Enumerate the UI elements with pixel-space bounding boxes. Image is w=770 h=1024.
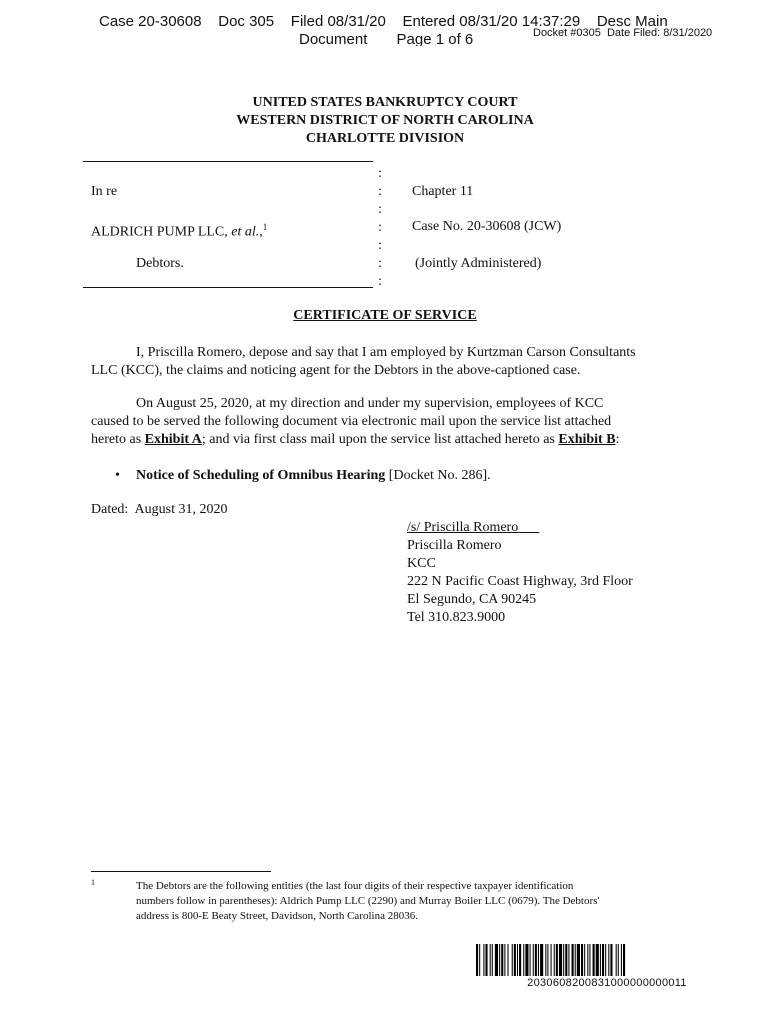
barcode-bar	[559, 944, 562, 976]
court-division: CHARLOTTE DIVISION	[305, 131, 465, 146]
debtor-name: ALDRICH PUMP LLC,	[91, 224, 228, 240]
barcode-bar	[485, 944, 487, 976]
barcode-bar	[523, 944, 524, 976]
et-al-suffix: ,	[259, 224, 263, 240]
signature: /s/ Priscilla Romero	[407, 520, 519, 535]
footnote-rule	[91, 871, 271, 872]
footnote-number: 1	[91, 878, 95, 887]
signature-line	[407, 519, 539, 537]
paragraph-2-line-3	[91, 431, 619, 449]
barcode-bar	[568, 944, 569, 976]
case-stamp-header: Case 20-30608 Doc 305 Filed 08/31/20 Entered 08/31/20 14:37:29 Desc Main	[99, 13, 668, 30]
paragraph-2-line-1: On August 25, 2020, at my direction and under my supervision, employees of KCC	[136, 396, 604, 411]
barcode-bar	[504, 944, 505, 976]
barcode-bar	[479, 944, 480, 976]
served-document-title: Notice of Scheduling of Omnibus Hearing	[136, 468, 386, 483]
text-segment: ; and via first class mail upon the service list attached hereto as	[201, 432, 559, 447]
barcode-bar	[556, 944, 558, 976]
served-document-docket: [Docket No. 286].	[385, 468, 491, 483]
footnote-reference: 1	[262, 222, 268, 232]
barcode-bar	[499, 944, 500, 976]
signatory-name: Priscilla Romero	[407, 538, 502, 553]
served-document	[136, 467, 491, 485]
text-segment: :	[615, 432, 620, 447]
et-al: et al.	[231, 224, 260, 240]
barcode-bar	[596, 944, 599, 976]
document-title: CERTIFICATE OF SERVICE	[293, 308, 477, 323]
paragraph-1-line-1: I, Priscilla Romero, depose and say that I am employed by Kurtzman Carson Consultants	[136, 345, 636, 360]
barcode-bar	[490, 944, 491, 976]
caption-chapter: Chapter 11	[412, 184, 474, 199]
paragraph-1-line-2: LLC (KCC), the claims and noticing agent for the Debtors in the above-captioned case.	[91, 363, 581, 378]
barcode-bar	[621, 944, 622, 976]
caption-colon: :	[378, 220, 382, 235]
barcode-bar	[608, 944, 609, 976]
barcode-bar	[519, 944, 521, 976]
barcode-bar	[551, 944, 552, 976]
barcode-bar	[525, 944, 528, 976]
footnote-line-2: numbers follow in parentheses): Aldrich Pump LLC (2290) and Murray Boiler LLC (0679). The Debtors'	[136, 895, 600, 907]
caption-colon: :	[378, 202, 382, 217]
caption-bottom-rule	[83, 287, 373, 288]
barcode-bar	[508, 944, 509, 976]
barcode-bar	[476, 944, 478, 976]
caption-debtors: Debtors.	[136, 256, 184, 271]
barcode-bar	[492, 944, 493, 976]
caption-jointly-administered: (Jointly Administered)	[415, 256, 542, 271]
barcode-bar	[538, 944, 539, 976]
barcode-bar	[605, 944, 606, 976]
barcode-bar	[563, 944, 564, 976]
barcode	[476, 944, 738, 976]
dated-line: Dated: August 31, 2020	[91, 502, 228, 517]
barcode-bar	[547, 944, 548, 976]
paragraph-2-line-2: caused to be served the following document via electronic mail upon the service list attached	[91, 414, 612, 429]
barcode-bar	[581, 944, 583, 976]
caption-colon: :	[378, 184, 382, 199]
barcode-bar	[501, 944, 503, 976]
text-segment: hereto as	[91, 432, 145, 447]
signatory-company: KCC	[407, 556, 436, 571]
caption-colon: :	[378, 274, 382, 289]
barcode-bar	[565, 944, 567, 976]
barcode-bar	[618, 944, 619, 976]
barcode-bar	[577, 944, 580, 976]
barcode-bar	[545, 944, 546, 976]
barcode-bar	[575, 944, 576, 976]
barcode-bar	[530, 944, 531, 976]
caption-top-rule	[83, 161, 373, 162]
barcode-number: 2030608200831000000000011	[527, 977, 687, 989]
barcode-bar	[584, 944, 585, 976]
barcode-bar	[495, 944, 498, 976]
exhibit-b-reference: Exhibit B	[558, 432, 616, 447]
barcode-bar	[610, 944, 612, 976]
court-name: UNITED STATES BANKRUPTCY COURT	[252, 95, 518, 110]
address-line-2: El Segundo, CA 90245	[407, 592, 537, 607]
caption-case-number: Case No. 20-30608 (JCW)	[412, 219, 562, 234]
barcode-bar	[593, 944, 595, 976]
barcode-bar	[616, 944, 617, 976]
caption-colon: :	[378, 166, 382, 181]
barcode-bar	[600, 944, 601, 976]
barcode-bar	[533, 944, 534, 976]
phone-number: Tel 310.823.9000	[407, 610, 506, 625]
barcode-bar	[517, 944, 518, 976]
bullet-icon: •	[115, 468, 120, 483]
barcode-bar	[512, 944, 513, 976]
barcode-bar	[514, 944, 516, 976]
caption-colon: :	[378, 238, 382, 253]
barcode-bar	[483, 944, 484, 976]
footnote-line-1: The Debtors are the following entities (the last four digits of their respective taxpayer identification	[136, 880, 574, 892]
barcode-bar	[589, 944, 590, 976]
caption-in-re: In re	[91, 184, 118, 199]
barcode-bar	[535, 944, 537, 976]
barcode-bar	[554, 944, 555, 976]
caption-colon: :	[378, 256, 382, 271]
docket-stamp: Docket #0305 Date Filed: 8/31/2020	[533, 27, 713, 39]
barcode-bar	[587, 944, 588, 976]
barcode-bar	[623, 944, 625, 976]
barcode-bar	[540, 944, 543, 976]
footnote-line-3: address is 800-E Beaty Street, Davidson, North Carolina 28036.	[136, 910, 418, 922]
court-district: WESTERN DISTRICT OF NORTH CAROLINA	[236, 113, 534, 128]
barcode-bar	[572, 944, 574, 976]
case-stamp-page: Document Page 1 of 6	[299, 31, 474, 46]
caption-debtor-name	[91, 218, 267, 242]
address-line-1: 222 N Pacific Coast Highway, 3rd Floor	[407, 574, 633, 589]
barcode-bar	[602, 944, 604, 976]
exhibit-a-reference: Exhibit A	[144, 432, 202, 447]
